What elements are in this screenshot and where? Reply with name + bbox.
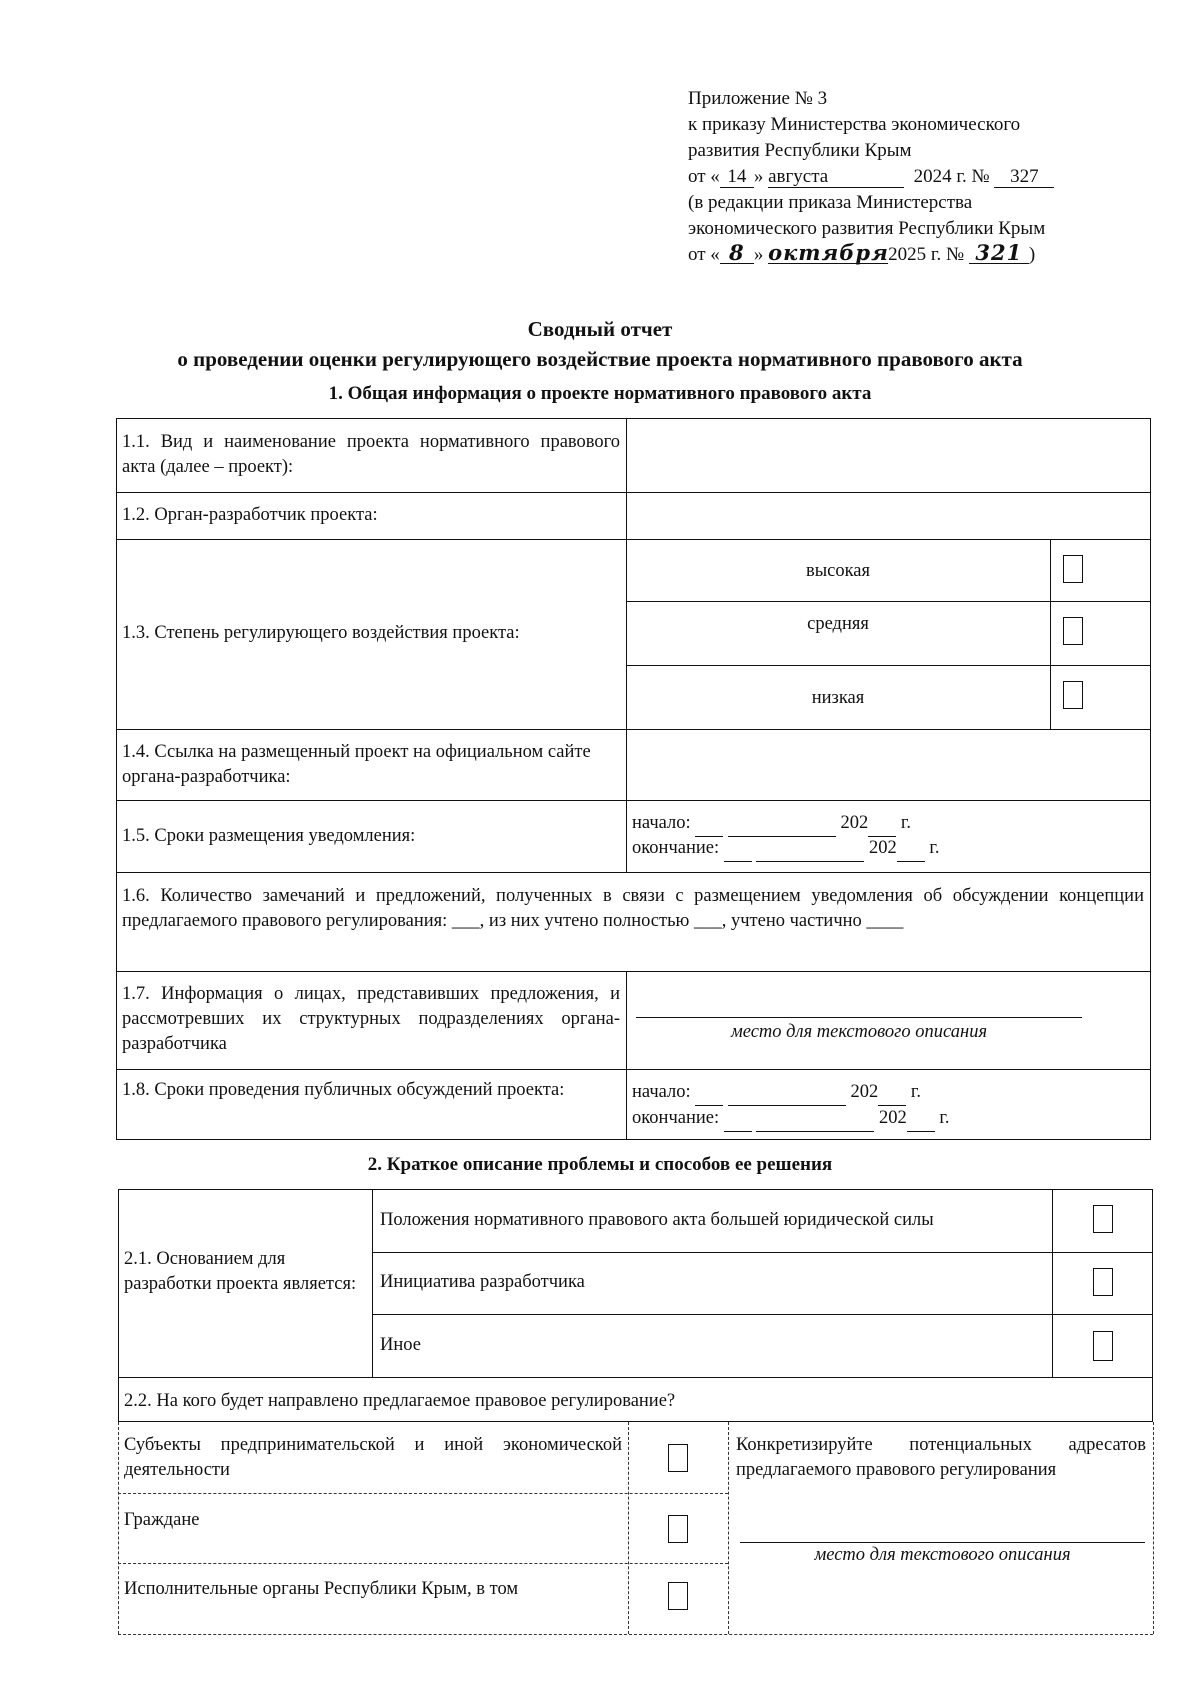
row-1-7-entry-line[interactable] bbox=[636, 1017, 1082, 1018]
basis-option-2: Инициатива разработчика bbox=[380, 1272, 585, 1292]
degree-medium-checkbox[interactable] bbox=[1063, 617, 1083, 645]
basis-option-1-checkbox[interactable] bbox=[1093, 1205, 1113, 1233]
amend-day: 8 bbox=[720, 243, 754, 264]
row-1-4-label: 1.4. Ссылка на размещенный проект на официальном сайте органа-разработчика: bbox=[122, 742, 591, 787]
amend-number: 321 bbox=[969, 243, 1029, 264]
annex-line-1: Приложение № 3 bbox=[688, 88, 828, 109]
row-2-2-label: 2.2. На кого будет направлено предлагаемое правовое регулирование? bbox=[124, 1391, 676, 1411]
order-month: августа bbox=[768, 167, 904, 188]
row-1-5-start: начало: 202 г. bbox=[632, 811, 1142, 837]
row-1-5-end: окончание: 202 г. bbox=[632, 836, 1142, 862]
degree-high-checkbox[interactable] bbox=[1063, 555, 1083, 583]
row-1-5-label: 1.5. Сроки размещения уведомления: bbox=[122, 826, 416, 846]
annex-amend-date: от « 8 » октября2025 г. № 321 ) bbox=[688, 240, 1036, 265]
row-1-6-text: 1.6. Количество замечаний и предложений, полученных в связи с размещением уведомления об обсуждении концепции предлагаемого правового регулирования: ___, из них учтено полностью ___, учтено частично ____ bbox=[122, 886, 1144, 931]
row-1-7-placeholder: место для текстового описания bbox=[730, 1022, 988, 1042]
subject-authorities-label: Исполнительные органы Республики Крым, в том bbox=[124, 1579, 519, 1599]
subject-citizens-checkbox[interactable] bbox=[668, 1515, 688, 1543]
addressee-specify-label: Конкретизируйте потенциальных адресатов предлагаемого правового регулирования bbox=[736, 1435, 1146, 1480]
amend-month: октября bbox=[768, 240, 889, 265]
row-1-2-label: 1.2. Орган-разработчик проекта: bbox=[122, 505, 378, 525]
annex-line-2: к приказу Министерства экономического bbox=[688, 114, 1021, 135]
report-title: Сводный отчет bbox=[527, 317, 673, 341]
subject-business-checkbox[interactable] bbox=[668, 1444, 688, 1472]
annex-order-date: от « 14 » августа 2024 г. № 327 bbox=[688, 164, 1168, 190]
report-subtitle: о проведении оценки регулирующего воздействие проекта нормативного правового акта bbox=[177, 347, 1023, 371]
basis-option-1: Положения нормативного правового акта большей юридической силы bbox=[380, 1210, 934, 1230]
degree-low-checkbox[interactable] bbox=[1063, 681, 1083, 709]
addressee-placeholder: место для текстового описания bbox=[814, 1545, 1071, 1565]
section-2-heading: 2. Краткое описание проблемы и способов ее решения bbox=[367, 1154, 833, 1175]
degree-high-label: высокая bbox=[805, 561, 871, 581]
subject-authorities-checkbox[interactable] bbox=[668, 1582, 688, 1610]
row-2-1-label: 2.1. Основанием для разработки проекта является: bbox=[124, 1249, 357, 1294]
annex-block bbox=[688, 86, 1168, 268]
basis-option-3: Иное bbox=[380, 1335, 421, 1355]
annex-line-3: развития Республики Крым bbox=[688, 140, 912, 161]
annex-line-5: (в редакции приказа Министерства bbox=[688, 192, 973, 213]
subject-citizens-label: Граждане bbox=[124, 1510, 200, 1530]
degree-medium-label: средняя bbox=[807, 614, 869, 634]
order-number: 327 bbox=[994, 167, 1054, 188]
degree-low-label: низкая bbox=[811, 688, 865, 708]
row-1-1-label: 1.1. Вид и наименование проекта нормативного правового акта (далее – проект): bbox=[122, 432, 620, 477]
row-1-3-label: 1.3. Степень регулирующего воздействия проекта: bbox=[122, 623, 520, 643]
annex-line-6: экономического развития Республики Крым bbox=[688, 218, 1046, 239]
row-1-8-end: окончание: 202 г. bbox=[632, 1106, 1142, 1132]
subject-business-label: Субъекты предпринимательской и иной экономической деятельности bbox=[124, 1435, 622, 1480]
row-1-7-label: 1.7. Информация о лицах, представивших предложения, и рассмотревших их структурных подразделениях органа-разработчика bbox=[122, 984, 620, 1054]
order-day: 14 bbox=[720, 167, 754, 188]
row-1-8-label: 1.8. Сроки проведения публичных обсуждений проекта: bbox=[122, 1080, 565, 1100]
basis-option-3-checkbox[interactable] bbox=[1093, 1331, 1113, 1361]
basis-option-2-checkbox[interactable] bbox=[1093, 1268, 1113, 1296]
section-1-heading: 1. Общая информация о проекте нормативного правового акта bbox=[328, 383, 872, 404]
row-1-8-start: начало: 202 г. bbox=[632, 1080, 1142, 1106]
